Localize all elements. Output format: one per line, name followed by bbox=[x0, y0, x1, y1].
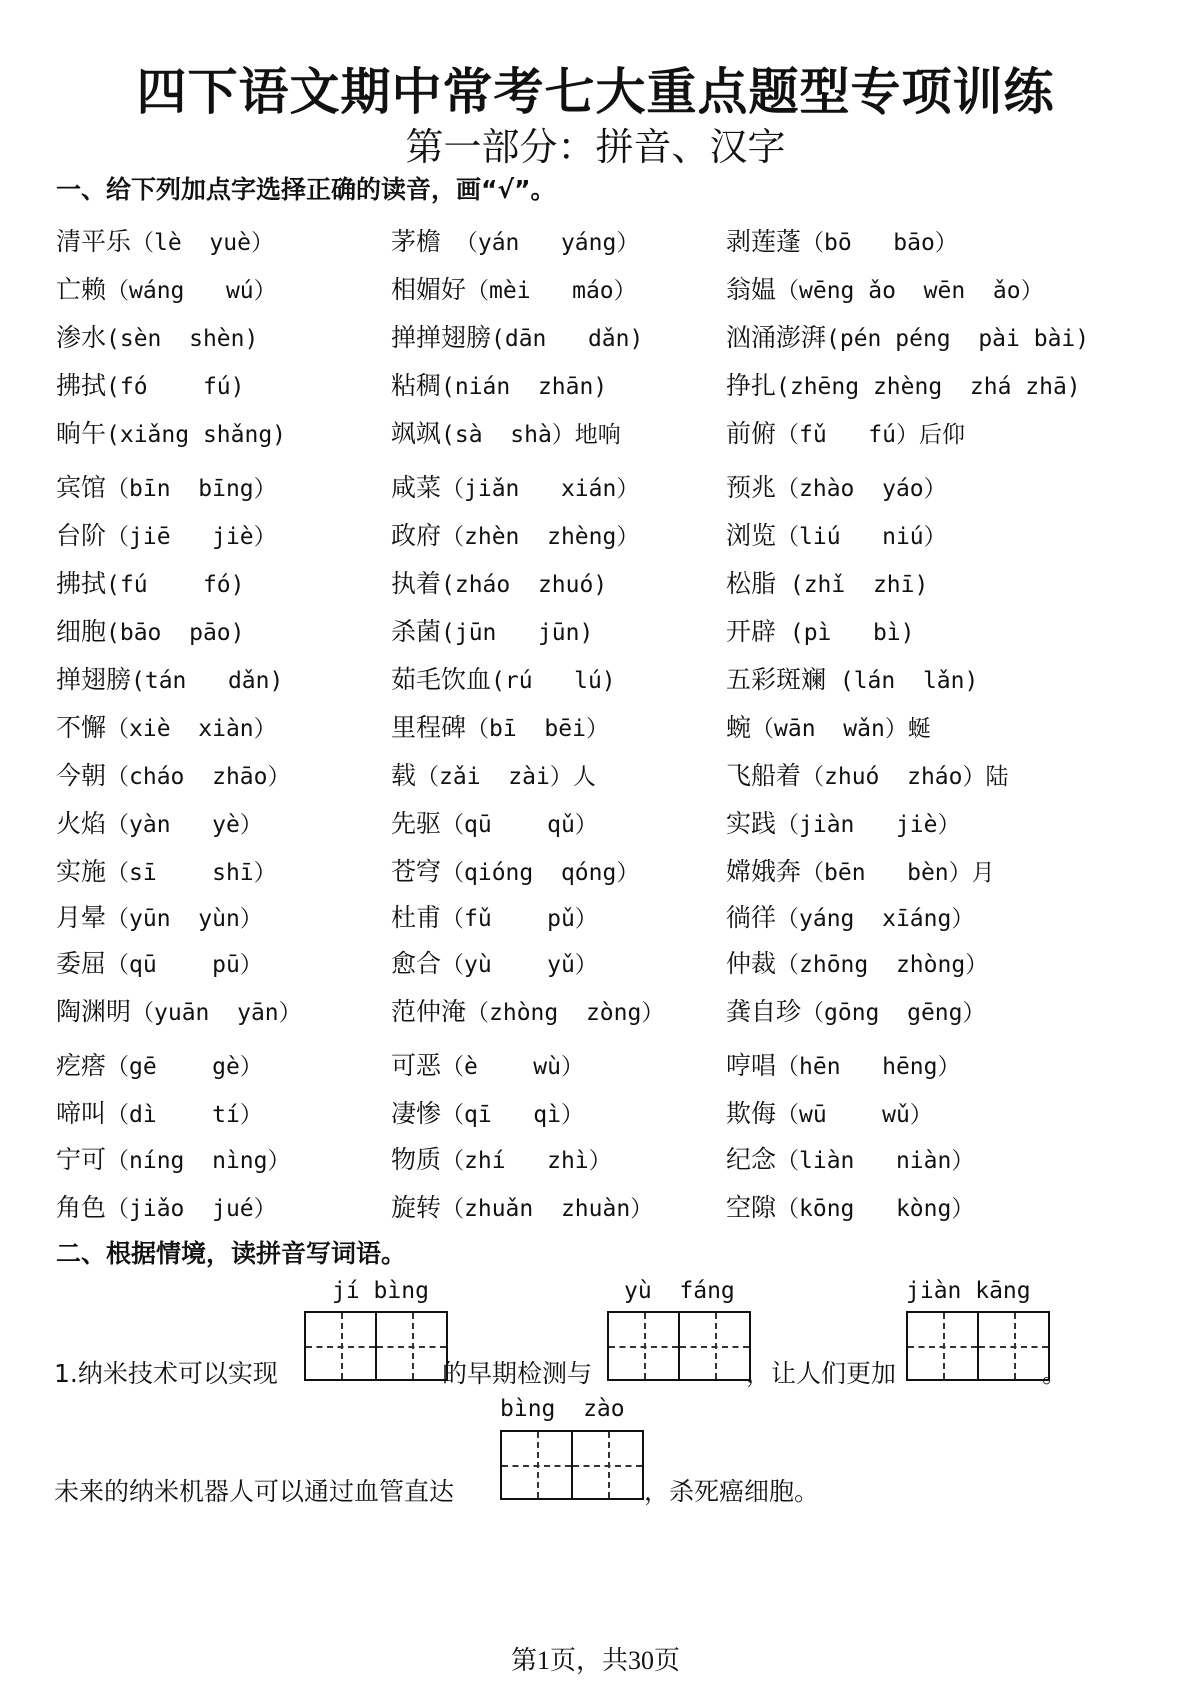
pinyin-options[interactable]: （fǔ pǔ） bbox=[441, 906, 598, 932]
pinyin-options[interactable]: （dì tí） bbox=[106, 1102, 263, 1128]
pinyin-choice-item[interactable] bbox=[56, 1140, 291, 1181]
dotted-word: 咸菜 bbox=[391, 473, 442, 502]
pinyin-choice-item[interactable] bbox=[726, 944, 988, 985]
dotted-word: 松脂 bbox=[726, 569, 777, 598]
tianzige-answer-box-yufang[interactable] bbox=[607, 1311, 751, 1381]
pinyin-options[interactable]: （sī shī） bbox=[106, 860, 277, 886]
pinyin-options[interactable]: （è wù） bbox=[441, 1054, 584, 1080]
pinyin-choice-item[interactable] bbox=[726, 852, 995, 893]
dotted-word: 执着 bbox=[391, 569, 442, 598]
pinyin-choice-item[interactable] bbox=[56, 1046, 263, 1087]
pinyin-options[interactable]: (zhǐ zhī) bbox=[776, 572, 929, 598]
pinyin-choice-item[interactable] bbox=[726, 366, 1081, 407]
pinyin-choice-item[interactable] bbox=[56, 1094, 263, 1135]
pinyin-options[interactable]: （qū qǔ） bbox=[441, 812, 598, 838]
pinyin-choice-item[interactable] bbox=[391, 516, 639, 557]
pinyin-options[interactable]: （jiǎo jué） bbox=[106, 1196, 277, 1222]
pinyin-choice-item[interactable] bbox=[726, 414, 965, 455]
dotted-word: 嫦娥奔 bbox=[726, 857, 802, 886]
pinyin-row bbox=[56, 564, 1166, 604]
pinyin-label-yufang: yù fáng bbox=[624, 1278, 735, 1304]
pinyin-options[interactable]: (sà shà）地响 bbox=[441, 422, 621, 448]
pinyin-row bbox=[56, 708, 1166, 748]
dotted-word: 实施 bbox=[56, 857, 107, 886]
pinyin-row bbox=[56, 1188, 1166, 1228]
pinyin-choice-item[interactable] bbox=[391, 898, 598, 939]
pinyin-options[interactable]: （yán yáng） bbox=[441, 230, 640, 256]
sentence-2-part-2: ，杀死癌细胞。 bbox=[644, 1477, 820, 1506]
pinyin-options[interactable]: （liàn niàn） bbox=[776, 1148, 975, 1174]
pinyin-options[interactable]: （bī bēi） bbox=[466, 716, 609, 742]
pinyin-choice-item[interactable] bbox=[391, 1094, 584, 1135]
dotted-word: 月晕 bbox=[56, 903, 107, 932]
tianzige-answer-box-bingzao[interactable] bbox=[500, 1430, 644, 1500]
pinyin-choice-item[interactable] bbox=[726, 756, 1009, 797]
pinyin-options[interactable]: (zháo zhuó) bbox=[441, 572, 608, 598]
pinyin-choice-item[interactable] bbox=[726, 468, 947, 509]
page-title: 四下语文期中常考七大重点题型专项训练 bbox=[136, 63, 1055, 121]
pinyin-row bbox=[56, 804, 1166, 844]
dotted-word: 不懈 bbox=[56, 713, 107, 742]
pinyin-choice-item[interactable] bbox=[56, 756, 291, 797]
dotted-word: 相媚好 bbox=[391, 275, 467, 304]
dotted-word: 哼唱 bbox=[726, 1051, 777, 1080]
pinyin-label-bingzao: bìng zào bbox=[500, 1396, 625, 1422]
pinyin-options[interactable]: （zǎi zài）人 bbox=[416, 764, 596, 790]
pinyin-options[interactable]: （qū pū） bbox=[106, 952, 263, 978]
pinyin-choice-item[interactable] bbox=[391, 468, 639, 509]
pinyin-choice-item[interactable] bbox=[726, 660, 978, 701]
pinyin-options[interactable]: （yūn yùn） bbox=[106, 906, 263, 932]
pinyin-row bbox=[56, 516, 1166, 556]
pinyin-options[interactable]: (pén péng pài bài) bbox=[826, 326, 1090, 352]
pinyin-row bbox=[56, 1140, 1166, 1180]
pinyin-choice-item[interactable] bbox=[391, 1188, 653, 1229]
pinyin-options[interactable]: （yù yǔ） bbox=[441, 952, 598, 978]
pinyin-options[interactable]: （mèi máo） bbox=[466, 278, 637, 304]
dotted-word: 纪念 bbox=[726, 1145, 777, 1174]
pinyin-options[interactable]: （zhí zhì） bbox=[441, 1148, 612, 1174]
dotted-word: 渗水 bbox=[56, 323, 107, 352]
pinyin-options[interactable]: (sèn shèn) bbox=[106, 326, 259, 352]
pinyin-options[interactable]: (lán lǎn) bbox=[826, 668, 979, 694]
pinyin-options[interactable]: (nián zhān) bbox=[441, 374, 608, 400]
pinyin-row bbox=[56, 1046, 1166, 1086]
pinyin-options[interactable]: （kōng kòng） bbox=[776, 1196, 975, 1222]
dotted-word: 汹涌澎湃 bbox=[726, 323, 827, 352]
dotted-word: 茹毛饮血 bbox=[391, 665, 492, 694]
pinyin-choice-item[interactable] bbox=[56, 366, 245, 407]
dotted-word: 徜徉 bbox=[726, 903, 777, 932]
pinyin-choice-item[interactable] bbox=[726, 708, 931, 749]
pinyin-label-jiankang: jiàn kāng bbox=[906, 1278, 1031, 1304]
pinyin-options[interactable]: (fó fú) bbox=[106, 374, 245, 400]
dotted-word: 载 bbox=[391, 761, 417, 790]
pinyin-options[interactable]: （zhuǎn zhuàn） bbox=[441, 1196, 654, 1222]
pinyin-row bbox=[56, 1094, 1166, 1134]
page-number: 第1页，共30页 bbox=[510, 1646, 680, 1675]
dotted-word: 飞船着 bbox=[726, 761, 802, 790]
pinyin-choice-item[interactable] bbox=[726, 1188, 974, 1229]
dotted-word: 杜甫 bbox=[391, 903, 442, 932]
pinyin-options[interactable]: （liú niú） bbox=[776, 524, 947, 550]
pinyin-choice-item[interactable] bbox=[56, 222, 274, 263]
dotted-word: 物质 bbox=[391, 1145, 442, 1174]
pinyin-label-jibing: jí bìng bbox=[332, 1278, 429, 1304]
dotted-word: 今朝 bbox=[56, 761, 107, 790]
dotted-word: 范仲淹 bbox=[391, 997, 467, 1026]
pinyin-choice-item[interactable] bbox=[56, 708, 277, 749]
dotted-word: 杀菌 bbox=[391, 617, 442, 646]
pinyin-row bbox=[56, 944, 1166, 984]
pinyin-options[interactable]: （hēn hēng） bbox=[776, 1054, 961, 1080]
pinyin-choice-item[interactable] bbox=[56, 564, 245, 605]
pinyin-choice-item[interactable] bbox=[56, 992, 302, 1033]
dotted-word: 晌午 bbox=[56, 419, 107, 448]
dotted-word: 宁可 bbox=[56, 1145, 107, 1174]
pinyin-options[interactable]: （zhuó zháo）陆 bbox=[801, 764, 1009, 790]
sentence-1-part-1: 1.纳米技术可以实现 bbox=[54, 1359, 278, 1388]
pinyin-options[interactable]: （gē gè） bbox=[106, 1054, 263, 1080]
pinyin-options[interactable]: （níng nìng） bbox=[106, 1148, 291, 1174]
pinyin-choice-item[interactable] bbox=[391, 564, 607, 605]
dotted-word: 空隙 bbox=[726, 1193, 777, 1222]
pinyin-row bbox=[56, 852, 1166, 892]
dotted-word: 苍穹 bbox=[391, 857, 442, 886]
dotted-word: 愈合 bbox=[391, 949, 442, 978]
pinyin-options[interactable]: （bēn bèn）月 bbox=[801, 860, 995, 886]
dotted-word: 掸翅膀 bbox=[56, 665, 132, 694]
pinyin-choice-item[interactable] bbox=[391, 944, 598, 985]
pinyin-options[interactable]: （wān wǎn）蜒 bbox=[751, 716, 931, 742]
pinyin-row bbox=[56, 898, 1166, 938]
pinyin-row bbox=[56, 660, 1166, 700]
pinyin-options[interactable]: （gōng gēng） bbox=[801, 1000, 986, 1026]
pinyin-choice-item[interactable] bbox=[391, 756, 596, 797]
pinyin-options[interactable]: （fǔ fú）后仰 bbox=[776, 422, 965, 448]
dotted-word: 啼叫 bbox=[56, 1099, 107, 1128]
pinyin-choice-item[interactable] bbox=[56, 804, 263, 845]
dotted-word: 拂拭 bbox=[56, 371, 107, 400]
dotted-word: 剥莲蓬 bbox=[726, 227, 802, 256]
dotted-word: 角色 bbox=[56, 1193, 107, 1222]
dotted-word: 欺侮 bbox=[726, 1099, 777, 1128]
pinyin-choice-item[interactable] bbox=[56, 1188, 277, 1229]
pinyin-choice-item[interactable] bbox=[56, 468, 277, 509]
dotted-word: 台阶 bbox=[56, 521, 107, 550]
pinyin-choice-item[interactable] bbox=[726, 516, 947, 557]
pinyin-choice-item[interactable] bbox=[726, 992, 986, 1033]
dotted-word: 前俯 bbox=[726, 419, 777, 448]
pinyin-options[interactable]: (tán dǎn) bbox=[131, 668, 284, 694]
dotted-word: 先驱 bbox=[391, 809, 442, 838]
pinyin-options[interactable]: （zhōng zhòng） bbox=[776, 952, 989, 978]
dotted-word: 亡赖 bbox=[56, 275, 107, 304]
pinyin-choice-item[interactable] bbox=[56, 318, 258, 359]
pinyin-options[interactable]: (rú lú) bbox=[491, 668, 616, 694]
pinyin-choice-item[interactable] bbox=[391, 270, 637, 311]
pinyin-options[interactable]: （bō bāo） bbox=[801, 230, 958, 256]
question-2-heading: 二、根据情境，读拼音写词语。 bbox=[56, 1239, 407, 1268]
tianzige-answer-box-jibing[interactable] bbox=[304, 1311, 448, 1381]
pinyin-options[interactable]: (dān dǎn) bbox=[491, 326, 644, 352]
dotted-word: 茅檐 bbox=[391, 227, 442, 256]
pinyin-options[interactable]: (bāo pāo) bbox=[106, 620, 245, 646]
pinyin-options[interactable]: (zhēng zhèng zhá zhā) bbox=[776, 374, 1081, 400]
pinyin-choice-item[interactable] bbox=[391, 708, 609, 749]
pinyin-choice-item[interactable] bbox=[726, 1140, 974, 1181]
pinyin-options[interactable]: （yàn yè） bbox=[106, 812, 263, 838]
pinyin-choice-item[interactable] bbox=[726, 270, 1044, 311]
sentence-1-part-4: 。 bbox=[1042, 1359, 1068, 1388]
dotted-word: 五彩斑斓 bbox=[726, 665, 827, 694]
pinyin-choice-item[interactable] bbox=[726, 898, 974, 939]
pinyin-options[interactable]: （zhòng zòng） bbox=[466, 1000, 665, 1026]
pinyin-options[interactable]: （zhào yáo） bbox=[776, 476, 947, 502]
dotted-word: 仲裁 bbox=[726, 949, 777, 978]
pinyin-choice-item[interactable] bbox=[726, 1094, 933, 1135]
pinyin-choice-item[interactable] bbox=[56, 944, 263, 985]
dotted-word: 粘稠 bbox=[391, 371, 442, 400]
pinyin-choice-item[interactable] bbox=[726, 612, 915, 653]
dotted-word: 宾馆 bbox=[56, 473, 107, 502]
pinyin-choice-item[interactable] bbox=[391, 992, 664, 1033]
dotted-word: 凄惨 bbox=[391, 1099, 442, 1128]
dotted-word: 挣扎 bbox=[726, 371, 777, 400]
pinyin-options[interactable]: (fú fó) bbox=[106, 572, 245, 598]
pinyin-choice-item[interactable] bbox=[56, 270, 277, 311]
dotted-word: 陶渊明 bbox=[56, 997, 132, 1026]
pinyin-choice-item[interactable] bbox=[391, 222, 639, 263]
pinyin-choice-item[interactable] bbox=[56, 516, 277, 557]
pinyin-choice-item[interactable] bbox=[391, 804, 598, 845]
pinyin-choice-item[interactable] bbox=[391, 318, 643, 359]
pinyin-row bbox=[56, 612, 1166, 652]
dotted-word: 蜿 bbox=[726, 713, 752, 742]
pinyin-choice-item[interactable] bbox=[391, 1140, 612, 1181]
pinyin-options[interactable]: （yuān yān） bbox=[131, 1000, 302, 1026]
pinyin-options[interactable]: （xiè xiàn） bbox=[106, 716, 277, 742]
pinyin-choice-item[interactable] bbox=[726, 804, 961, 845]
pinyin-options[interactable]: (jūn jūn) bbox=[441, 620, 594, 646]
dotted-word: 开辟 bbox=[726, 617, 777, 646]
pinyin-choice-item[interactable] bbox=[56, 852, 277, 893]
pinyin-row bbox=[56, 270, 1166, 310]
dotted-word: 火焰 bbox=[56, 809, 107, 838]
pinyin-options[interactable]: （jiē jiè） bbox=[106, 524, 277, 550]
pinyin-row bbox=[56, 992, 1166, 1032]
dotted-word: 可恶 bbox=[391, 1051, 442, 1080]
dotted-word: 掸掸翅膀 bbox=[391, 323, 492, 352]
dotted-word: 清平乐 bbox=[56, 227, 132, 256]
pinyin-row bbox=[56, 318, 1166, 358]
dotted-word: 实践 bbox=[726, 809, 777, 838]
sentence-1-part-3: ，让人们更加 bbox=[746, 1359, 897, 1388]
pinyin-options[interactable]: （qī qì） bbox=[441, 1102, 584, 1128]
pinyin-choice-item[interactable] bbox=[391, 852, 639, 893]
pinyin-choice-item[interactable] bbox=[391, 414, 621, 455]
pinyin-options[interactable]: （lè yuè） bbox=[131, 230, 274, 256]
pinyin-row bbox=[56, 468, 1166, 508]
pinyin-choice-item[interactable] bbox=[391, 366, 607, 407]
sentence-2-part-1: 未来的纳米机器人可以通过血管直达 bbox=[54, 1477, 455, 1506]
pinyin-options[interactable]: （jiàn jiè） bbox=[776, 812, 961, 838]
pinyin-choice-item[interactable] bbox=[391, 1046, 584, 1087]
pinyin-choice-item[interactable] bbox=[56, 414, 286, 455]
pinyin-choice-item[interactable] bbox=[391, 660, 616, 701]
sentence-1-part-2: 的早期检测与 bbox=[442, 1359, 593, 1388]
dotted-word: 疙瘩 bbox=[56, 1051, 107, 1080]
pinyin-options[interactable]: （yáng xīáng） bbox=[776, 906, 975, 932]
pinyin-row bbox=[56, 756, 1166, 796]
dotted-word: 细胞 bbox=[56, 617, 107, 646]
dotted-word: 翁媪 bbox=[726, 275, 777, 304]
pinyin-choice-item[interactable] bbox=[56, 660, 283, 701]
pinyin-options[interactable]: （bīn bīng） bbox=[106, 476, 277, 502]
pinyin-options[interactable]: （wēng ǎo wēn ǎo） bbox=[776, 278, 1044, 304]
pinyin-options[interactable]: (pì bì) bbox=[776, 620, 915, 646]
pinyin-options[interactable]: （qióng qóng） bbox=[441, 860, 640, 886]
pinyin-row bbox=[56, 414, 1166, 454]
pinyin-choice-item[interactable] bbox=[56, 612, 245, 653]
pinyin-options[interactable]: （jiǎn xián） bbox=[441, 476, 640, 502]
dotted-word: 旋转 bbox=[391, 1193, 442, 1222]
dotted-word: 浏览 bbox=[726, 521, 777, 550]
question-1-heading: 一、给下列加点字选择正确的读音，画“√”。 bbox=[56, 175, 556, 204]
pinyin-options[interactable]: (xiǎng shǎng) bbox=[106, 422, 287, 448]
pinyin-row bbox=[56, 366, 1166, 406]
pinyin-options[interactable]: （wáng wú） bbox=[106, 278, 277, 304]
pinyin-choice-item[interactable] bbox=[726, 564, 928, 605]
pinyin-choice-item[interactable] bbox=[726, 318, 1089, 359]
dotted-word: 委屈 bbox=[56, 949, 107, 978]
section-subtitle: 第一部分：拼音、汉字 bbox=[405, 125, 786, 169]
pinyin-choice-item[interactable] bbox=[391, 612, 593, 653]
dotted-word: 龚自珍 bbox=[726, 997, 802, 1026]
pinyin-options[interactable]: （cháo zhāo） bbox=[106, 764, 291, 790]
dotted-word: 政府 bbox=[391, 521, 442, 550]
pinyin-options[interactable]: （wū wǔ） bbox=[776, 1102, 933, 1128]
pinyin-options[interactable]: （zhèn zhèng） bbox=[441, 524, 640, 550]
pinyin-choice-item[interactable] bbox=[56, 898, 263, 939]
pinyin-choice-item[interactable] bbox=[726, 1046, 961, 1087]
dotted-word: 飒飒 bbox=[391, 419, 442, 448]
tianzige-answer-box-jiankang[interactable] bbox=[906, 1311, 1050, 1381]
pinyin-row bbox=[56, 222, 1166, 262]
pinyin-choice-item[interactable] bbox=[726, 222, 958, 263]
dotted-word: 里程碑 bbox=[391, 713, 467, 742]
dotted-word: 拂拭 bbox=[56, 569, 107, 598]
dotted-word: 预兆 bbox=[726, 473, 777, 502]
